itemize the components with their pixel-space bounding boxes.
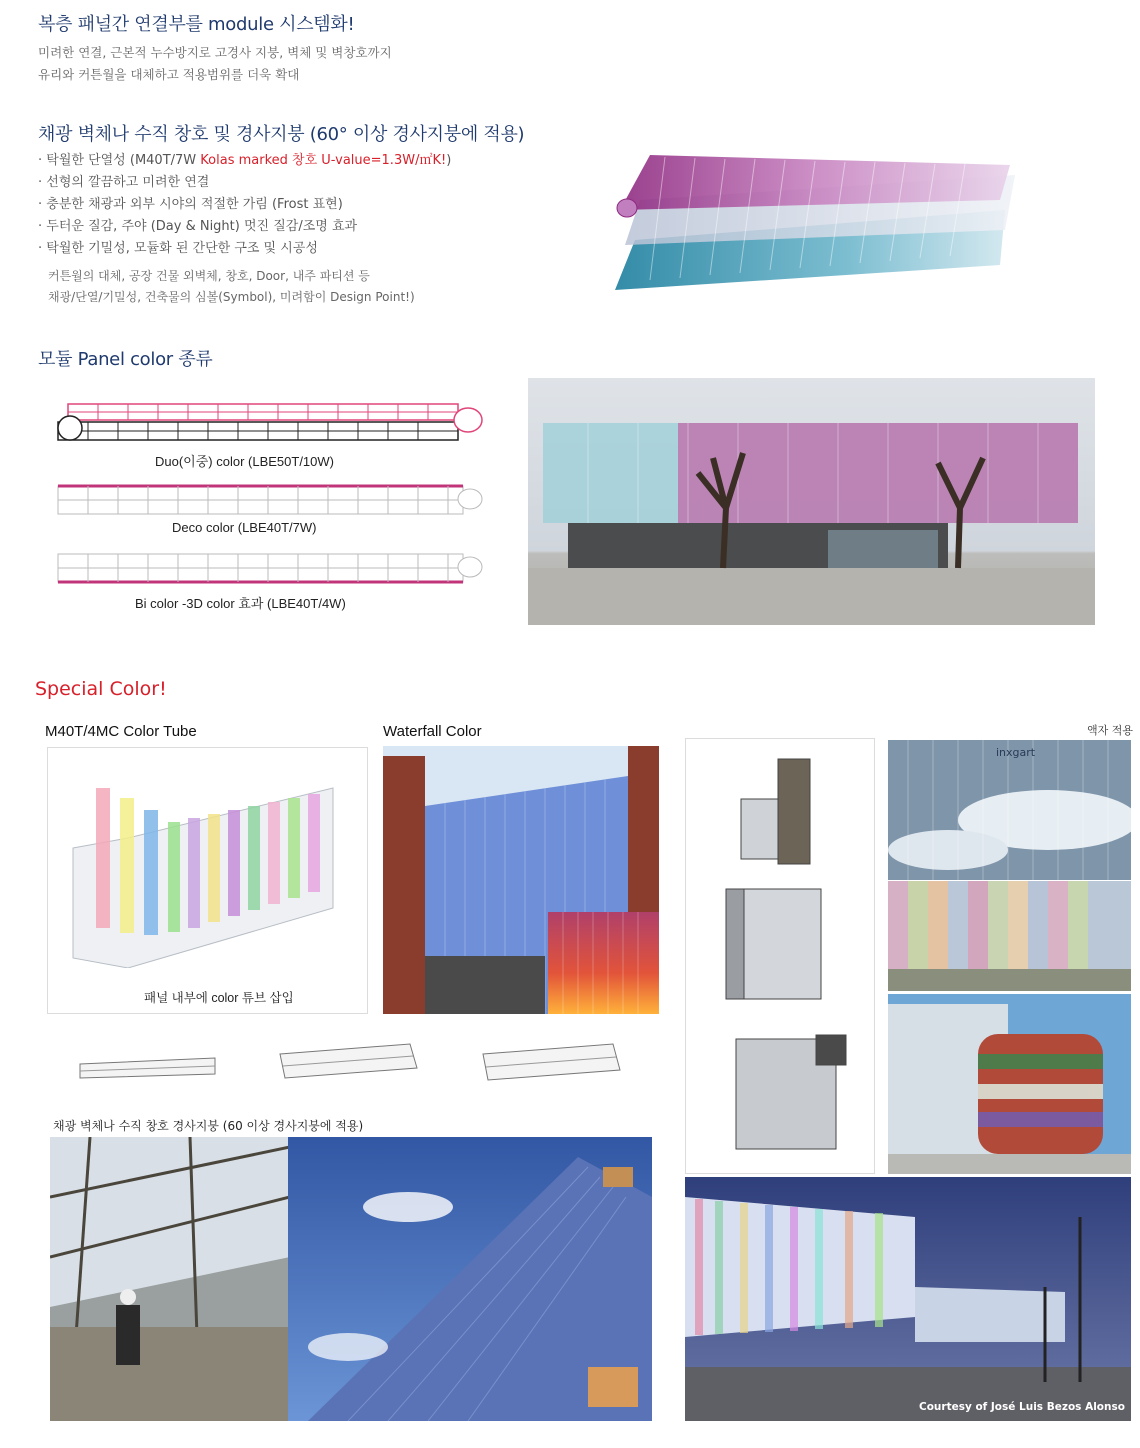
bullet-airtight: · 탁월한 기밀성, 모듈화 된 간단한 구조 및 시공성 <box>38 241 318 256</box>
inxgart-brand-mark: inxgart <box>996 746 1036 759</box>
panel-color-title: 모듈 Panel color 종류 <box>38 349 213 370</box>
frame-application-label: 액자 적용 <box>1087 724 1134 737</box>
panel-sketch-1 <box>75 1052 220 1082</box>
round-building-photo <box>888 994 1131 1174</box>
blue-facade-photo <box>288 1137 652 1421</box>
bullet-insulation <box>38 150 451 172</box>
note-line-2: 채광/단열/기밀성, 건축물의 심볼(Symbol), 미려함이 Design Point!) <box>48 290 415 304</box>
special-color-title: Special Color! <box>35 678 167 700</box>
stacked-panels-image <box>605 140 1025 300</box>
intro-line-2: 유리와 커튼월을 대체하고 적용범위를 더욱 확대 <box>38 67 300 82</box>
color-tube-frame <box>47 747 368 1014</box>
kolas-highlight: Kolas marked 창호 U-value=1.3W/㎡K! <box>200 153 447 168</box>
duo-panel-diagram <box>50 398 485 446</box>
bullet-texture: · 두터운 질감, 주야 (Day & Night) 멋진 질감/조명 효과 <box>38 219 358 234</box>
bullet-daylight: · 충분한 채광과 외부 시야의 적절한 가림 (Frost 표현) <box>38 197 343 212</box>
color-tube-caption: 패널 내부에 color 튜브 삽입 <box>144 991 294 1005</box>
note-line-1: 커튼월의 대체, 공장 건물 외벽체, 창호, Door, 내주 파티션 등 <box>48 269 370 283</box>
bullet-linear: · 선형의 깔끔하고 미려한 연결 <box>38 175 210 190</box>
color-tube-title: M40T/4MC Color Tube <box>45 723 197 740</box>
deco-panel-diagram <box>50 480 485 520</box>
factory-interior-photo <box>50 1137 290 1421</box>
inxgart-facade-photo <box>888 740 1131 880</box>
waterfall-photo <box>383 746 659 1014</box>
module-system-title: 복층 패널간 연결부를 module 시스템화! <box>38 14 355 35</box>
duo-caption: Duo(이중) color (LBE50T/10W) <box>155 454 334 469</box>
night-building-photo <box>685 1177 1131 1421</box>
daylight-wall-title: 채광 벽체나 수직 창호 및 경사지붕 (60° 이상 경사지붕에 적용) <box>38 124 525 145</box>
building-photo <box>528 378 1095 625</box>
waterfall-title: Waterfall Color <box>383 723 482 740</box>
deco-caption: Deco color (LBE40T/7W) <box>172 520 317 535</box>
bullet-insulation-prefix: · 탁월한 단열성 (M40T/7W <box>38 153 201 168</box>
bicolor-caption: Bi color -3D color 효과 (LBE40T/4W) <box>135 596 346 611</box>
intro-line-1: 미려한 연결, 근본적 누수방지로 고경사 지붕, 벽체 및 벽창호까지 <box>38 45 392 60</box>
bullet-insulation-suffix: ) <box>446 153 452 168</box>
wall-application-caption: 채광 벽체나 수직 창호 경사지붕 (60 이상 경사지붕에 적용) <box>53 1119 364 1133</box>
multicolor-wall-photo <box>888 881 1131 991</box>
bicolor-panel-diagram <box>50 548 485 588</box>
panel-sketch-3 <box>478 1040 623 1084</box>
frame-detail-column <box>685 738 875 1174</box>
panel-sketch-2 <box>275 1040 420 1082</box>
courtesy-caption: Courtesy of José Luis Bezos Alonso <box>919 1401 1125 1413</box>
